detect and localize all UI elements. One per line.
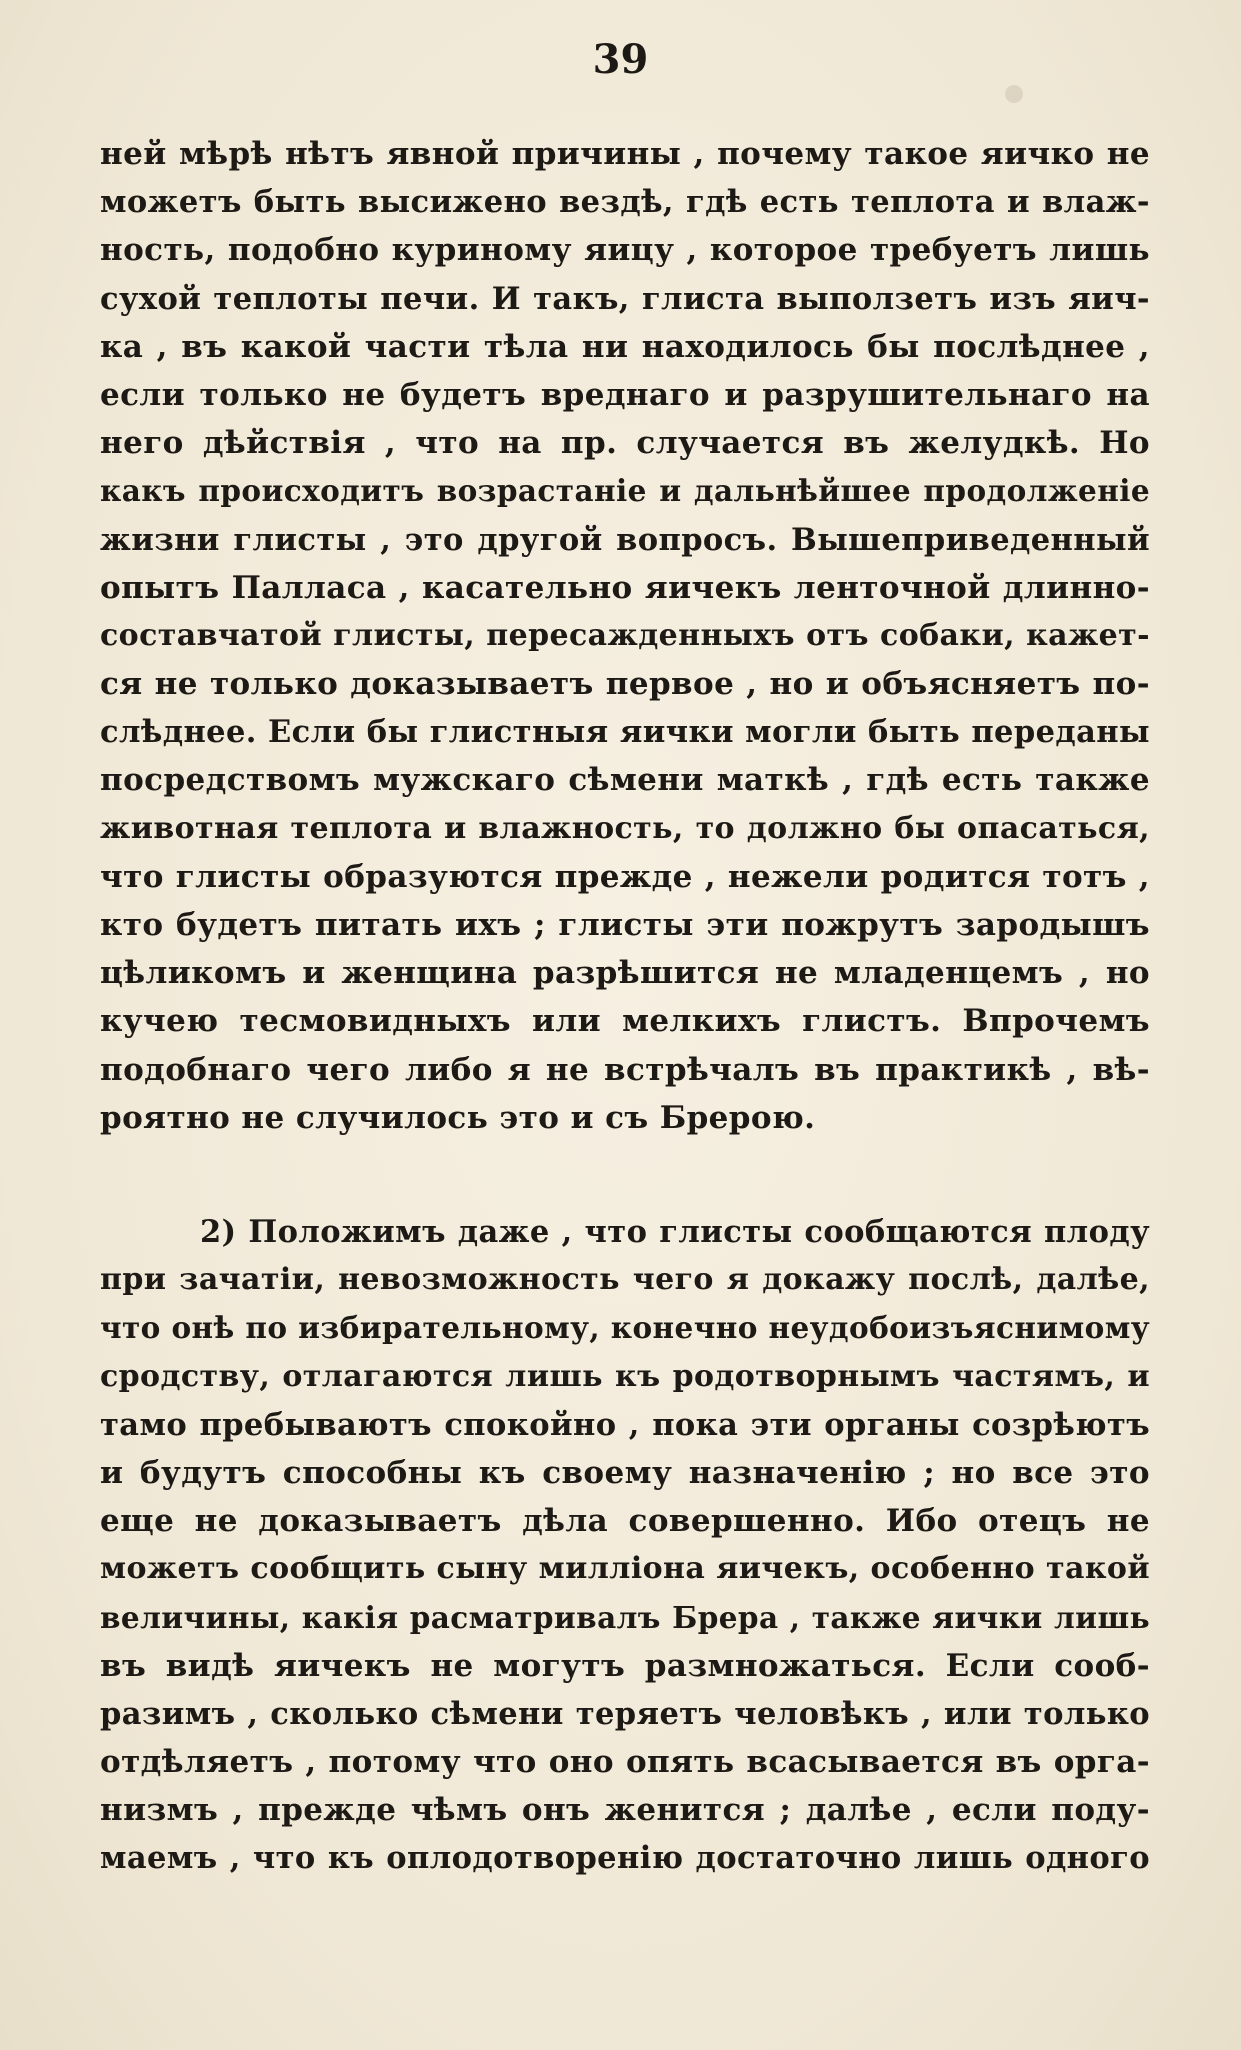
text-line: при зачатіи, невозможность чего я докажу послѣ, далѣе, (100, 1262, 1150, 1298)
text-line: что глисты образуются прежде , нежели родится тотъ , (100, 858, 1150, 895)
text-line: еще не доказываетъ дѣла совершенно. Ибо отецъ не (100, 1503, 1150, 1540)
text-line: ность, подобно куриному яицу , которое требуетъ лишь (100, 232, 1150, 269)
text-line: подобнаго чего либо я не встрѣчалъ въ практикѣ , вѣ- (100, 1051, 1150, 1088)
text-line: роятно не случилось это и съ Брерою. (100, 1099, 816, 1136)
text-line: низмъ , прежде чѣмъ онъ женится ; далѣе , если поду- (100, 1792, 1150, 1829)
text-line: что онѣ по избирательному, конечно неудобоизъяснимому (100, 1310, 1150, 1346)
text-line: кто будетъ питать ихъ ; глисты эти пожрутъ зародышъ (100, 907, 1150, 943)
text-line: слѣднее. Если бы глистныя яички могли быть переданы (100, 714, 1150, 751)
text-line: какъ происходитъ возрастаніе и дальнѣйшее продолженіе (100, 473, 1150, 509)
text-line: можетъ быть высижено вездѣ, гдѣ есть теплота и влаж- (100, 184, 1150, 221)
text-line: можетъ сообщить сыну милліона яичекъ, особенно такой (100, 1551, 1150, 1587)
paragraph-2 (100, 1208, 1150, 1883)
text-line: маемъ , что къ оплодотворенію достаточно лишь одного (100, 1840, 1150, 1877)
text-line: разимъ , сколько сѣмени теряетъ человѣкъ , или только (100, 1695, 1150, 1732)
text-line: ка , въ какой части тѣла ни находилось бы послѣднее , (100, 328, 1150, 365)
text-line: опытъ Палласа , касательно яичекъ ленточной длинно- (100, 569, 1150, 606)
text-line: цѣликомъ и женщина разрѣшится не младенцемъ , но (100, 955, 1150, 992)
text-line: 2) Положимъ даже , что глисты сообщаются плоду (200, 1214, 1150, 1250)
text-line: отдѣляетъ , потому что оно опять всасывается въ орга- (100, 1744, 1150, 1781)
text-line: посредствомъ мужскаго сѣмени маткѣ , гдѣ есть также (100, 762, 1150, 799)
paper-spot (1005, 85, 1023, 103)
text-line: кучею тесмовидныхъ или мелкихъ глистъ. Впрочемъ (100, 1003, 1150, 1040)
text-line: сродству, отлагаются лишь къ родотворнымъ частямъ, и (100, 1358, 1150, 1394)
text-line: тамо пребываютъ спокойно , пока эти органы созрѣютъ (100, 1406, 1150, 1443)
page-number: 39 (592, 36, 649, 83)
text-line: ней мѣрѣ нѣтъ явной причины , почему такое яичко не (100, 136, 1150, 172)
text-line: составчатой глисты, пересажденныхъ отъ собаки, кажет- (100, 617, 1150, 653)
text-line: животная теплота и влажность, то должно бы опасаться, (100, 810, 1150, 846)
text-line: жизни глисты , это другой вопросъ. Вышеприведенный (100, 521, 1150, 558)
text-line: него дѣйствія , что на пр. случается въ желудкѣ. Но (100, 425, 1150, 462)
text-line: сухой теплоты печи. И такъ, глиста выползетъ изъ яич- (100, 280, 1150, 317)
text-line: въ видѣ яичекъ не могутъ размножаться. Если сооб- (100, 1647, 1150, 1684)
paragraph-1 (100, 130, 1150, 1142)
text-line: и будутъ способны къ своему назначенію ; но все это (100, 1454, 1150, 1491)
text-line: если только не будетъ вреднаго и разрушительнаго на (100, 376, 1150, 413)
text-line: ся не только доказываетъ первое , но и объясняетъ по- (100, 666, 1150, 703)
text-line: величины, какія расматривалъ Брера , также яички лишь (100, 1599, 1150, 1635)
